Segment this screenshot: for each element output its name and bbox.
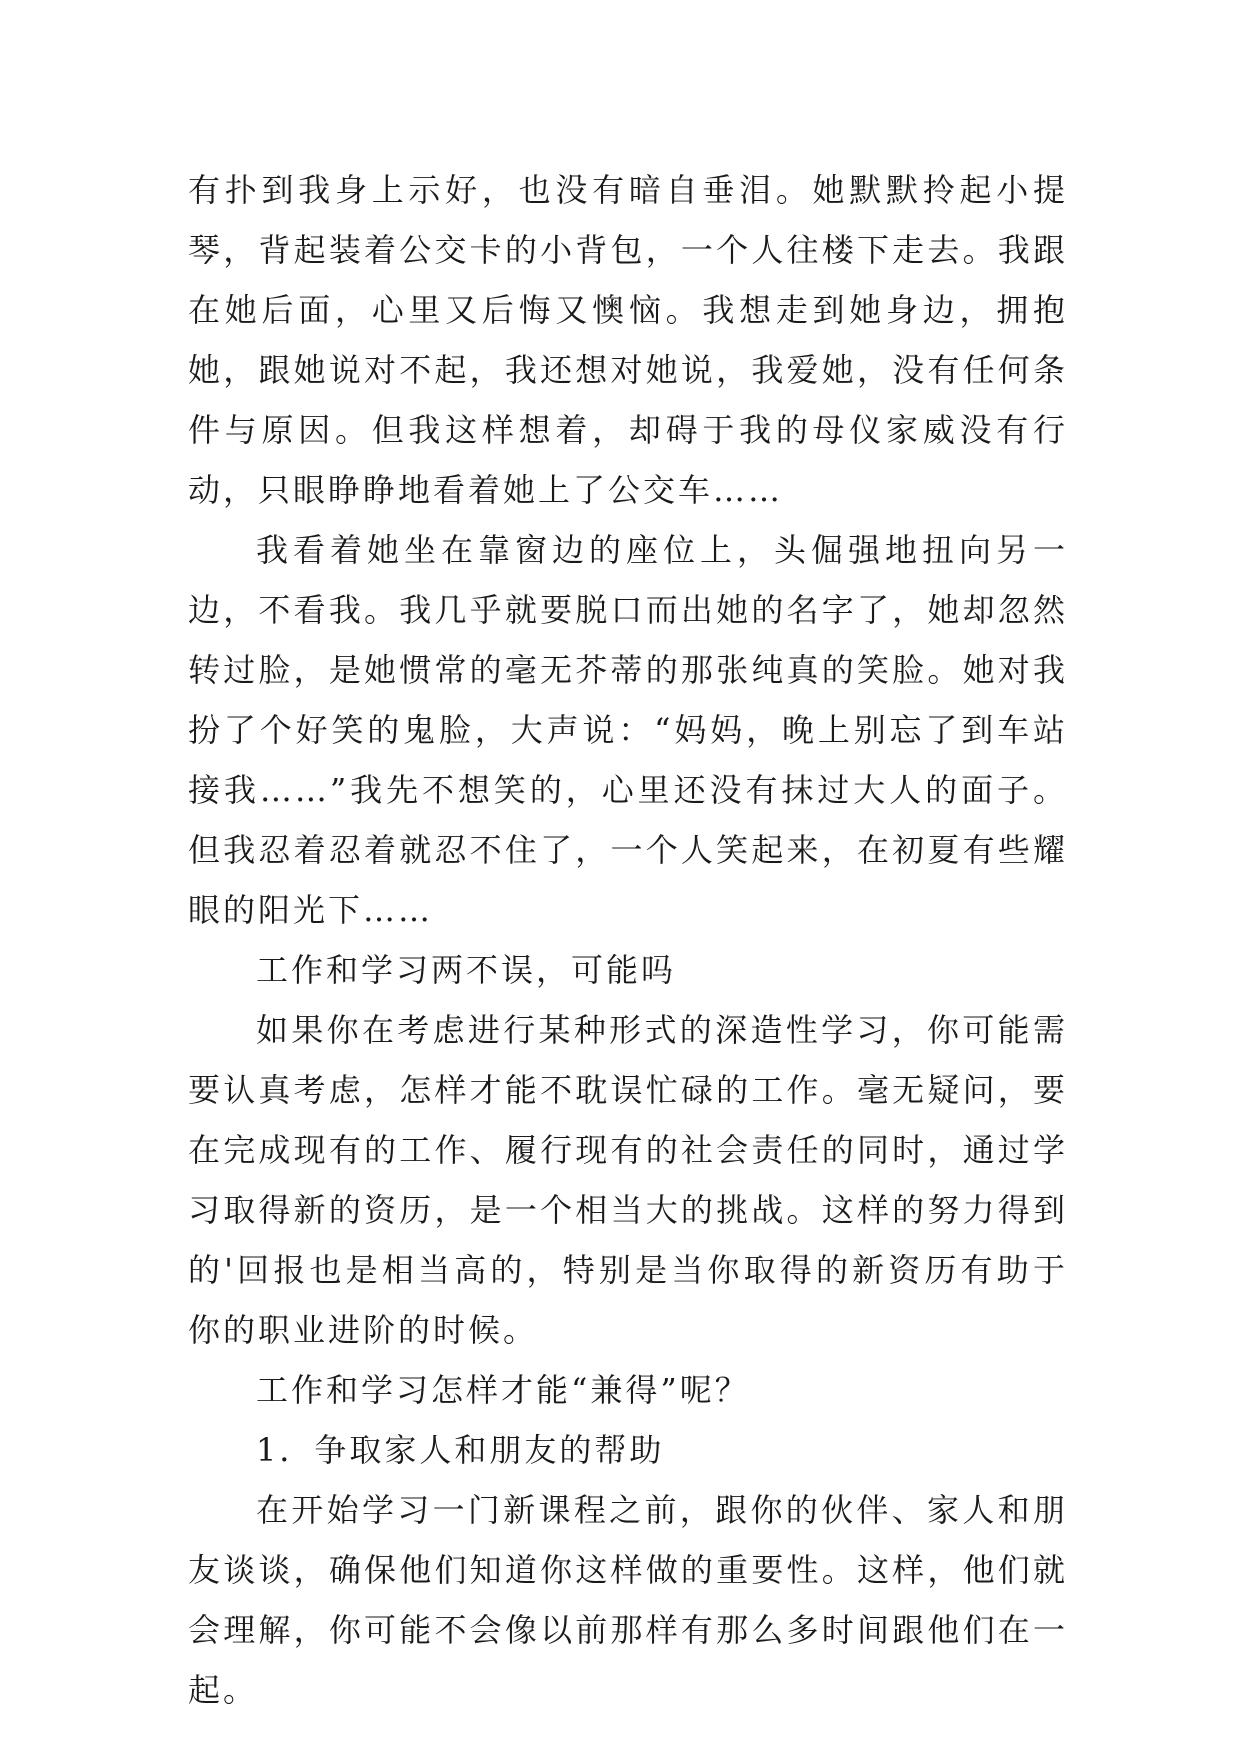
section-heading-work-study: 工作和学习两不误，可能吗 bbox=[256, 951, 677, 989]
paragraph-family-support: 在开始学习一门新课程之前，跟你的伙伴、家人和朋友谈谈，确保他们知道你这样做的重要性。这样，他们就会理解，你可能不会像以前那样有那么多时间跟他们在一起。 bbox=[188, 1491, 1068, 1709]
list-item-heading-1: 1．争取家人和朋友的帮助 bbox=[256, 1431, 665, 1469]
paragraph-bus-scene: 我看着她坐在靠窗边的座位上，头倔强地扭向另一边，不看我。我几乎就要脱口而出她的名字了，她却忽然转过脸，是她惯常的毫无芥蒂的那张纯真的笑脸。她对我扮了个好笑的鬼脸，大声说：“妈妈，晚上别忘了到车站接我……”我先不想笑的，心里还没有抹过大人的面子。但我忍着忍着就忍不住了，一个人笑起来，在初夏有些耀眼的阳光下…… bbox=[188, 531, 1068, 929]
paragraph-continuation: 有扑到我身上示好，也没有暗自垂泪。她默默拎起小提琴，背起装着公交卡的小背包，一个人往楼下走去。我跟在她后面，心里又后悔又懊恼。我想走到她身边，拥抱她，跟她说对不起，我还想对她说，我爱她，没有任何条件与原因。但我这样想着，却碍于我的母仪家威没有行动，只眼睁睁地看着她上了公交车…… bbox=[188, 171, 1068, 509]
document-body bbox=[188, 160, 1068, 1720]
paragraph-further-study: 如果你在考虑进行某种形式的深造性学习，你可能需要认真考虑，怎样才能不耽误忙碌的工作。毫无疑问，要在完成现有的工作、履行现有的社会责任的同时，通过学习取得新的资历，是一个相当大的挑战。这样的努力得到的'回报也是相当高的，特别是当你取得的新资历有助于你的职业进阶的时候。 bbox=[188, 1011, 1068, 1349]
question-line: 工作和学习怎样才能“兼得”呢？ bbox=[256, 1371, 750, 1409]
